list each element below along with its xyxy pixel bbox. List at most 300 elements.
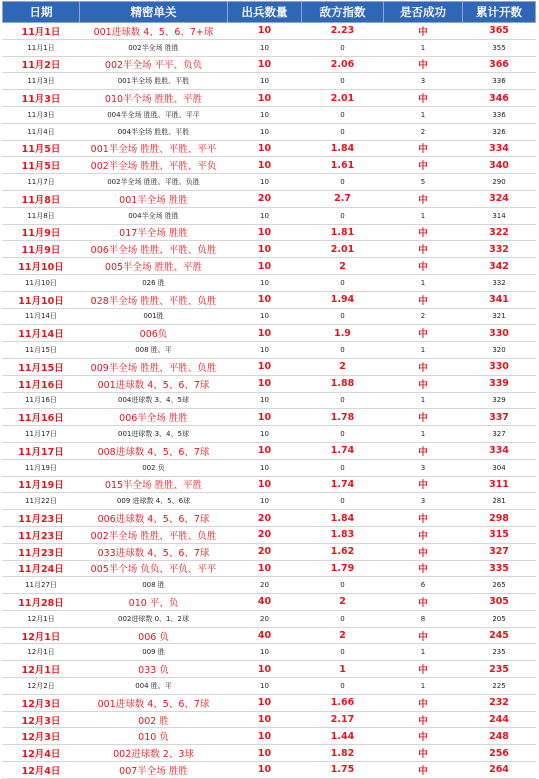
cell-total: 342: [463, 258, 536, 275]
cell-quantity: 10: [228, 358, 302, 375]
cell-quantity: 10: [228, 493, 302, 510]
cell-quantity: 10: [228, 90, 302, 107]
table-row: [3, 694, 536, 711]
cell-total: 346: [463, 90, 536, 107]
cell-quantity: 20: [228, 610, 302, 627]
table-row: [3, 90, 536, 107]
cell-total: 341: [463, 291, 536, 308]
cell-date: 11月8日: [3, 190, 80, 207]
cell-date: 11月5日: [3, 140, 80, 157]
cell-result: 1: [384, 106, 463, 123]
cell-index: 0: [302, 342, 384, 359]
cell-index: 0: [302, 174, 384, 191]
cell-date: 11月2日: [3, 56, 80, 73]
cell-pick: 010半个场 胜胜、平胜: [80, 90, 228, 107]
cell-index: 0: [302, 392, 384, 409]
cell-total: 327: [463, 543, 536, 560]
cell-result: 1: [384, 426, 463, 443]
cell-result: 中: [384, 258, 463, 275]
cell-quantity: 10: [228, 39, 302, 56]
table-row: [3, 308, 536, 325]
table-row: [3, 157, 536, 174]
table-row: [3, 661, 536, 678]
cell-index: 0: [302, 493, 384, 510]
cell-date: 11月10日: [3, 274, 80, 291]
table-row: [3, 745, 536, 762]
cell-date: 11月10日: [3, 258, 80, 275]
cell-index: 1.82: [302, 745, 384, 762]
cell-result: 中: [384, 190, 463, 207]
cell-total: 298: [463, 510, 536, 527]
cell-index: 2.01: [302, 90, 384, 107]
cell-result: 1: [384, 274, 463, 291]
cell-result: 中: [384, 711, 463, 728]
cell-index: 1.44: [302, 728, 384, 745]
table-row: [3, 526, 536, 543]
table-row: [3, 510, 536, 527]
cell-index: 1.83: [302, 526, 384, 543]
cell-result: 中: [384, 661, 463, 678]
results-table: [2, 1, 536, 779]
cell-index: 2.06: [302, 56, 384, 73]
table-row: [3, 627, 536, 644]
cell-total: 245: [463, 627, 536, 644]
cell-date: 12月3日: [3, 728, 80, 745]
cell-pick: 008进球数 4、5、6、7球: [80, 442, 228, 459]
cell-result: 1: [384, 207, 463, 224]
cell-quantity: 10: [228, 291, 302, 308]
cell-pick: 001半全场 胜胜、平胜、平平: [80, 140, 228, 157]
cell-index: 0: [302, 39, 384, 56]
cell-date: 12月3日: [3, 711, 80, 728]
cell-pick: 002 负: [80, 459, 228, 476]
cell-date: 11月1日: [3, 39, 80, 56]
cell-index: 2.01: [302, 241, 384, 258]
table-row: [3, 493, 536, 510]
cell-pick: 002进球数 2、3球: [80, 745, 228, 762]
cell-total: 326: [463, 123, 536, 140]
cell-result: 中: [384, 694, 463, 711]
table-row: [3, 224, 536, 241]
cell-total: 334: [463, 442, 536, 459]
cell-total: 311: [463, 476, 536, 493]
cell-quantity: 10: [228, 375, 302, 392]
cell-quantity: 10: [228, 106, 302, 123]
table-row: [3, 375, 536, 392]
header-index: 敌方指数: [302, 2, 384, 23]
cell-quantity: 10: [228, 140, 302, 157]
cell-index: 0: [302, 459, 384, 476]
cell-result: 3: [384, 459, 463, 476]
cell-quantity: 10: [228, 560, 302, 577]
cell-index: 0: [302, 610, 384, 627]
cell-quantity: 10: [228, 207, 302, 224]
cell-total: 225: [463, 678, 536, 695]
cell-date: 11月16日: [3, 375, 80, 392]
cell-date: 11月17日: [3, 426, 80, 443]
cell-date: 11月16日: [3, 392, 80, 409]
table-row: [3, 106, 536, 123]
table-row: [3, 342, 536, 359]
cell-date: 11月19日: [3, 459, 80, 476]
cell-result: 3: [384, 493, 463, 510]
cell-index: 0: [302, 207, 384, 224]
cell-index: 2.23: [302, 23, 384, 40]
cell-pick: 009 进球数 4、5、6球: [80, 493, 228, 510]
cell-pick: 005半全场 胜胜、平胜: [80, 258, 228, 275]
header-row: [3, 2, 536, 23]
cell-date: 11月24日: [3, 560, 80, 577]
cell-pick: 002半全场 胜胜、平胜、平负: [80, 157, 228, 174]
cell-result: 中: [384, 157, 463, 174]
cell-index: 2.17: [302, 711, 384, 728]
table-row: [3, 476, 536, 493]
cell-quantity: 10: [228, 694, 302, 711]
cell-index: 0: [302, 106, 384, 123]
table-row: [3, 56, 536, 73]
table-row: [3, 577, 536, 594]
table-row: [3, 73, 536, 90]
cell-date: 11月28日: [3, 594, 80, 611]
cell-pick: 004 胜、平: [80, 678, 228, 695]
cell-pick: 007半全场 胜胜: [80, 762, 228, 779]
cell-index: 2: [302, 358, 384, 375]
cell-quantity: 10: [228, 661, 302, 678]
cell-quantity: 10: [228, 174, 302, 191]
cell-quantity: 40: [228, 594, 302, 611]
cell-total: 235: [463, 644, 536, 661]
cell-total: 339: [463, 375, 536, 392]
cell-index: 1.88: [302, 375, 384, 392]
cell-index: 1.81: [302, 224, 384, 241]
cell-date: 12月1日: [3, 644, 80, 661]
cell-result: 5: [384, 174, 463, 191]
cell-date: 11月3日: [3, 73, 80, 90]
table-row: [3, 644, 536, 661]
cell-index: 2: [302, 627, 384, 644]
cell-index: 1.66: [302, 694, 384, 711]
cell-quantity: 10: [228, 392, 302, 409]
cell-pick: 002 胜: [80, 711, 228, 728]
cell-total: 355: [463, 39, 536, 56]
cell-date: 11月15日: [3, 358, 80, 375]
cell-index: 1: [302, 661, 384, 678]
cell-index: 1.78: [302, 409, 384, 426]
header-pick: 精密单关: [80, 2, 228, 23]
header-quantity: 出兵数量: [228, 2, 302, 23]
cell-quantity: 10: [228, 409, 302, 426]
table-row: [3, 560, 536, 577]
cell-quantity: 10: [228, 745, 302, 762]
cell-quantity: 10: [228, 123, 302, 140]
cell-result: 6: [384, 577, 463, 594]
cell-date: 11月10日: [3, 291, 80, 308]
table-row: [3, 678, 536, 695]
cell-index: 1.9: [302, 325, 384, 342]
cell-total: 321: [463, 308, 536, 325]
cell-result: 中: [384, 594, 463, 611]
cell-pick: 009 胜: [80, 644, 228, 661]
cell-index: 0: [302, 274, 384, 291]
cell-index: 1.84: [302, 140, 384, 157]
cell-total: 332: [463, 274, 536, 291]
cell-date: 12月1日: [3, 610, 80, 627]
cell-date: 11月5日: [3, 157, 80, 174]
cell-pick: 006负: [80, 325, 228, 342]
cell-result: 中: [384, 90, 463, 107]
cell-quantity: 10: [228, 459, 302, 476]
cell-result: 中: [384, 762, 463, 779]
cell-result: 中: [384, 442, 463, 459]
cell-quantity: 10: [228, 308, 302, 325]
table-row: [3, 174, 536, 191]
table-row: [3, 23, 536, 40]
cell-quantity: 20: [228, 543, 302, 560]
cell-pick: 002半全场 胜胜、平胜、负胜: [80, 526, 228, 543]
cell-result: 中: [384, 543, 463, 560]
table-row: [3, 711, 536, 728]
cell-index: 1.94: [302, 291, 384, 308]
cell-pick: 004进球数 3、4、5球: [80, 392, 228, 409]
cell-pick: 002半全场 胜胜、平胜、负胜: [80, 174, 228, 191]
cell-index: 1.75: [302, 762, 384, 779]
cell-result: 1: [384, 39, 463, 56]
cell-total: 281: [463, 493, 536, 510]
cell-pick: 001进球数 4、5、6、7+球: [80, 23, 228, 40]
cell-result: 中: [384, 358, 463, 375]
table-row: [3, 274, 536, 291]
cell-quantity: 10: [228, 728, 302, 745]
cell-date: 11月22日: [3, 493, 80, 510]
cell-pick: 015半全场 胜胜、平胜: [80, 476, 228, 493]
cell-quantity: 20: [228, 577, 302, 594]
cell-result: 中: [384, 241, 463, 258]
cell-index: 1.74: [302, 476, 384, 493]
table-row: [3, 594, 536, 611]
cell-date: 11月4日: [3, 123, 80, 140]
table-row: [3, 241, 536, 258]
cell-result: 3: [384, 73, 463, 90]
cell-pick: 006 负: [80, 627, 228, 644]
cell-result: 中: [384, 140, 463, 157]
cell-date: 11月8日: [3, 207, 80, 224]
cell-index: 0: [302, 123, 384, 140]
cell-quantity: 10: [228, 325, 302, 342]
results-sheet: [2, 1, 535, 779]
cell-total: 290: [463, 174, 536, 191]
cell-index: 1.61: [302, 157, 384, 174]
cell-index: 0: [302, 644, 384, 661]
cell-date: 11月1日: [3, 23, 80, 40]
table-row: [3, 39, 536, 56]
table-row: [3, 762, 536, 779]
cell-date: 11月23日: [3, 510, 80, 527]
cell-result: 中: [384, 476, 463, 493]
cell-total: 329: [463, 392, 536, 409]
cell-total: 205: [463, 610, 536, 627]
cell-pick: 001进球数 4、5、6、7球: [80, 375, 228, 392]
cell-date: 12月4日: [3, 762, 80, 779]
cell-result: 1: [384, 392, 463, 409]
cell-total: 304: [463, 459, 536, 476]
cell-result: 1: [384, 342, 463, 359]
cell-date: 11月27日: [3, 577, 80, 594]
cell-pick: 010 平、负: [80, 594, 228, 611]
cell-result: 中: [384, 510, 463, 527]
cell-result: 2: [384, 308, 463, 325]
cell-pick: 001半全场 胜胜、平胜: [80, 73, 228, 90]
cell-total: 244: [463, 711, 536, 728]
cell-pick: 001半全场 胜胜: [80, 190, 228, 207]
cell-total: 330: [463, 358, 536, 375]
cell-result: 中: [384, 728, 463, 745]
cell-result: 中: [384, 23, 463, 40]
cell-quantity: 10: [228, 711, 302, 728]
cell-pick: 009半全场 胜胜、平胜、负胜: [80, 358, 228, 375]
cell-index: 1.62: [302, 543, 384, 560]
table-row: [3, 140, 536, 157]
cell-pick: 001进球数 4、5、6、7球: [80, 694, 228, 711]
table-row: [3, 325, 536, 342]
cell-result: 1: [384, 678, 463, 695]
cell-pick: 033进球数 4、5、6、7球: [80, 543, 228, 560]
cell-quantity: 10: [228, 342, 302, 359]
cell-quantity: 10: [228, 241, 302, 258]
cell-quantity: 20: [228, 526, 302, 543]
cell-result: 中: [384, 409, 463, 426]
cell-index: 1.79: [302, 560, 384, 577]
cell-total: 232: [463, 694, 536, 711]
cell-date: 11月3日: [3, 90, 80, 107]
cell-pick: 028半全场 胜胜、平胜、负胜: [80, 291, 228, 308]
cell-result: 中: [384, 291, 463, 308]
cell-date: 11月14日: [3, 308, 80, 325]
cell-total: 264: [463, 762, 536, 779]
cell-total: 320: [463, 342, 536, 359]
cell-quantity: 10: [228, 157, 302, 174]
cell-quantity: 10: [228, 644, 302, 661]
cell-pick: 033 负: [80, 661, 228, 678]
table-row: [3, 123, 536, 140]
cell-quantity: 20: [228, 190, 302, 207]
cell-total: 335: [463, 560, 536, 577]
cell-quantity: 10: [228, 678, 302, 695]
cell-quantity: 40: [228, 627, 302, 644]
cell-quantity: 10: [228, 442, 302, 459]
cell-total: 265: [463, 577, 536, 594]
cell-pick: 004半全场 胜胜、平胜: [80, 123, 228, 140]
cell-result: 中: [384, 560, 463, 577]
cell-date: 11月19日: [3, 476, 80, 493]
table-row: [3, 426, 536, 443]
cell-total: 366: [463, 56, 536, 73]
cell-total: 324: [463, 190, 536, 207]
cell-quantity: 10: [228, 426, 302, 443]
cell-date: 11月3日: [3, 106, 80, 123]
cell-quantity: 10: [228, 56, 302, 73]
cell-pick: 006进球数 4、5、6、7球: [80, 510, 228, 527]
cell-total: 336: [463, 106, 536, 123]
cell-total: 314: [463, 207, 536, 224]
cell-date: 11月9日: [3, 224, 80, 241]
cell-quantity: 10: [228, 73, 302, 90]
cell-index: 0: [302, 577, 384, 594]
table-row: [3, 207, 536, 224]
cell-result: 1: [384, 644, 463, 661]
table-row: [3, 358, 536, 375]
cell-total: 235: [463, 661, 536, 678]
cell-result: 中: [384, 375, 463, 392]
cell-pick: 008 胜、平: [80, 342, 228, 359]
cell-total: 305: [463, 594, 536, 611]
cell-result: 中: [384, 325, 463, 342]
cell-total: 315: [463, 526, 536, 543]
cell-date: 12月1日: [3, 627, 80, 644]
cell-index: 2: [302, 258, 384, 275]
table-row: [3, 409, 536, 426]
cell-pick: 004半全场 胜胜、平胜、平平: [80, 106, 228, 123]
cell-quantity: 20: [228, 510, 302, 527]
cell-date: 11月17日: [3, 442, 80, 459]
cell-pick: 006半全场 胜胜、平胜、负胜: [80, 241, 228, 258]
cell-result: 中: [384, 627, 463, 644]
cell-quantity: 10: [228, 476, 302, 493]
cell-total: 322: [463, 224, 536, 241]
table-row: [3, 291, 536, 308]
cell-pick: 004半全场 胜胜: [80, 207, 228, 224]
cell-date: 12月1日: [3, 661, 80, 678]
cell-result: 中: [384, 745, 463, 762]
cell-index: 1.84: [302, 510, 384, 527]
table-row: [3, 610, 536, 627]
table-row: [3, 728, 536, 745]
table-row: [3, 258, 536, 275]
table-row: [3, 392, 536, 409]
table-row: [3, 543, 536, 560]
cell-total: 332: [463, 241, 536, 258]
cell-pick: 010 负: [80, 728, 228, 745]
cell-index: 0: [302, 426, 384, 443]
cell-pick: 017半全场 胜胜: [80, 224, 228, 241]
header-date: 日期: [3, 2, 80, 23]
table-row: [3, 442, 536, 459]
cell-index: 2: [302, 594, 384, 611]
cell-date: 11月7日: [3, 174, 80, 191]
cell-total: 248: [463, 728, 536, 745]
cell-pick: 006半全场 胜胜: [80, 409, 228, 426]
cell-quantity: 10: [228, 23, 302, 40]
cell-index: 0: [302, 308, 384, 325]
cell-pick: 002半全场 平平、负负: [80, 56, 228, 73]
header-total: 累计开数: [463, 2, 536, 23]
cell-total: 340: [463, 157, 536, 174]
cell-quantity: 10: [228, 258, 302, 275]
cell-date: 11月16日: [3, 409, 80, 426]
header-result: 是否成功: [384, 2, 463, 23]
cell-index: 2.7: [302, 190, 384, 207]
cell-date: 11月23日: [3, 543, 80, 560]
cell-date: 12月2日: [3, 678, 80, 695]
cell-total: 336: [463, 73, 536, 90]
cell-date: 12月3日: [3, 694, 80, 711]
cell-date: 11月15日: [3, 342, 80, 359]
cell-date: 12月4日: [3, 745, 80, 762]
cell-quantity: 10: [228, 762, 302, 779]
cell-pick: 002进球数 0、1、2球: [80, 610, 228, 627]
cell-result: 中: [384, 526, 463, 543]
cell-pick: 001胜: [80, 308, 228, 325]
cell-total: 330: [463, 325, 536, 342]
